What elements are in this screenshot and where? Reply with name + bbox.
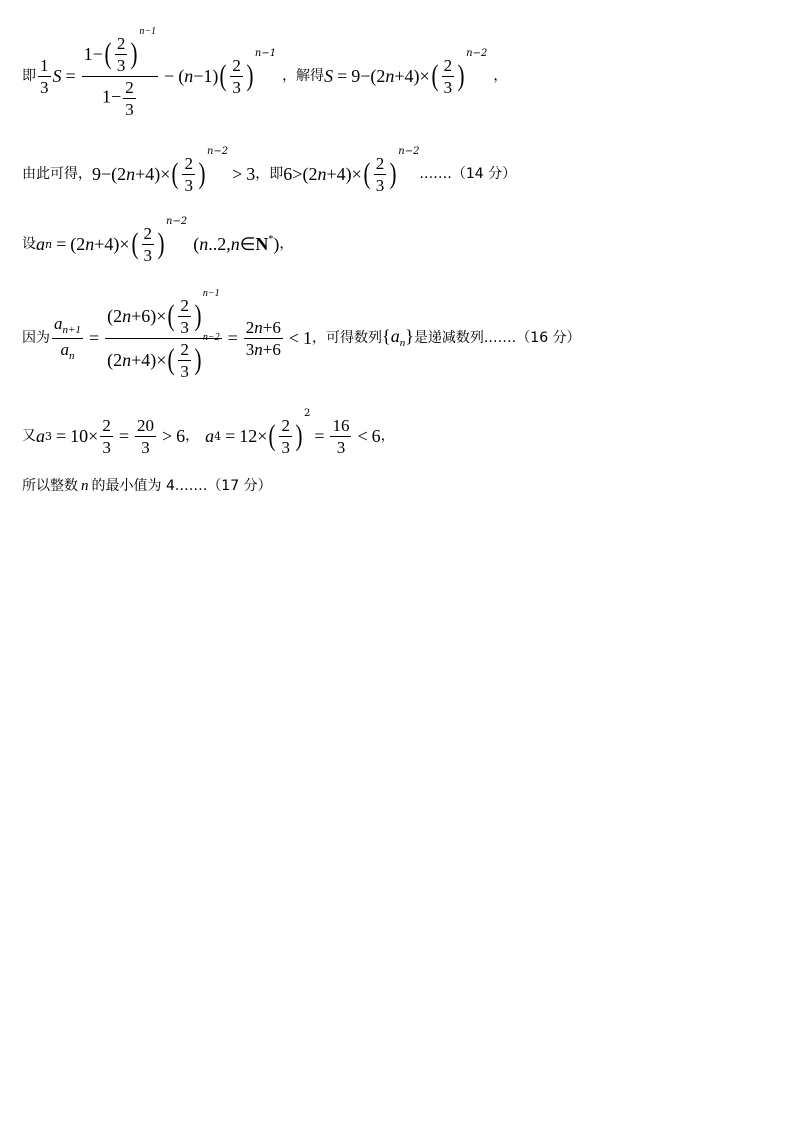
line-5: 又 a 3 = 10× $\frac{2}{3}$ = $\frac{20}{3}$ > 6 ， a 4 = 12× ( $\frac{2}{3}$ ) $^2$ = $\frac{16}{3}$ < 6 ， [22,408,395,457]
line-2-prefix: 由此可得， [22,166,92,182]
line-2-score: （14 分） [451,166,517,182]
line-3-prefix: 设 [22,236,36,252]
line-3-end: ， [279,236,294,252]
line-5-sep: ， [185,428,200,444]
equals-sign: = [65,66,76,86]
line-1-mid: ，解得 [282,68,325,84]
line-3: 设 a n = (2n+4)× ( $\frac{2}{3}$ ) $^{n-2}$ (n..2,n∈N*) ， [22,216,294,265]
line-6-score: （17 分） [207,478,272,494]
line-1-prefix: 即 [22,68,36,84]
line-6-dots: …… [179,478,208,494]
line-6-text-b: 的最小值为 4. [91,478,180,494]
line-4-score: （16 分） [516,330,581,346]
line-6 [22,474,272,498]
line-4-mid: ，可得数列 [312,330,383,346]
ratio-fraction: $\frac{a_{n+1}}{a_n}$ [54,313,81,362]
line-5-prefix: 又 [22,428,36,444]
line-4-prefix: 因为 [22,330,50,346]
line-6-text-a: 所以整数 [22,478,78,494]
line-4-dots: …… [488,330,517,346]
line-2-mid: ，即 [255,166,284,182]
line-5-end: ， [380,428,395,444]
expanded-ratio: (2 n +6)× ( $\frac{2}{3}$ ) $^{n-1}$ (2 n +4)× ( $\frac{2}{3}$ ) $^{n-2}$ [107,288,220,381]
big-fraction: 1− ( $\frac{2}{3}$ ) $^{n-1}$ 1− $\frac{2}{3}$ [83,26,157,119]
line-4-end: 是递减数列. [413,330,489,346]
line-4: 因为 $\frac{a_{n+1}}{a_n}$ = (2 n +6)× ( $\frac{2}{3}$ ) $^{n-1}$ (2 n +4)× ( $\frac{2}{3}$ ) $^{n-2}$ = $\frac{2n+6}{3n+6}$ < 1 ，可得数列 $\{a_n\}$ 是递减数列. …… （16 分） [22,288,581,381]
line-1-end: ， [493,68,508,84]
line-2: 由此可得， 9−(2n+4)× ( $\frac{2}{3}$ ) $^{n-2}$ > 3 ，即 6>(2n+4)× ( $\frac{2}{3}$ ) $^{n-2}$ .…… （14 分） [22,146,517,195]
fraction-one-third: $\frac{1}{3}$ [40,55,49,97]
line-6-var: n [81,477,89,494]
var-S: S [52,66,62,86]
line-1: 即 $\frac{1}{3}$ S = 1− ( $\frac{2}{3}$ ) $^{n-1}$ 1− $\frac{2}{3}$ − (n−1) ( $\frac{2}{3}$ ) $^{n-1}$ ，解得 S = 9−(2n+4)× ( $\frac{2}{3}$ ) $^{n-2}$ ， [22,26,508,119]
